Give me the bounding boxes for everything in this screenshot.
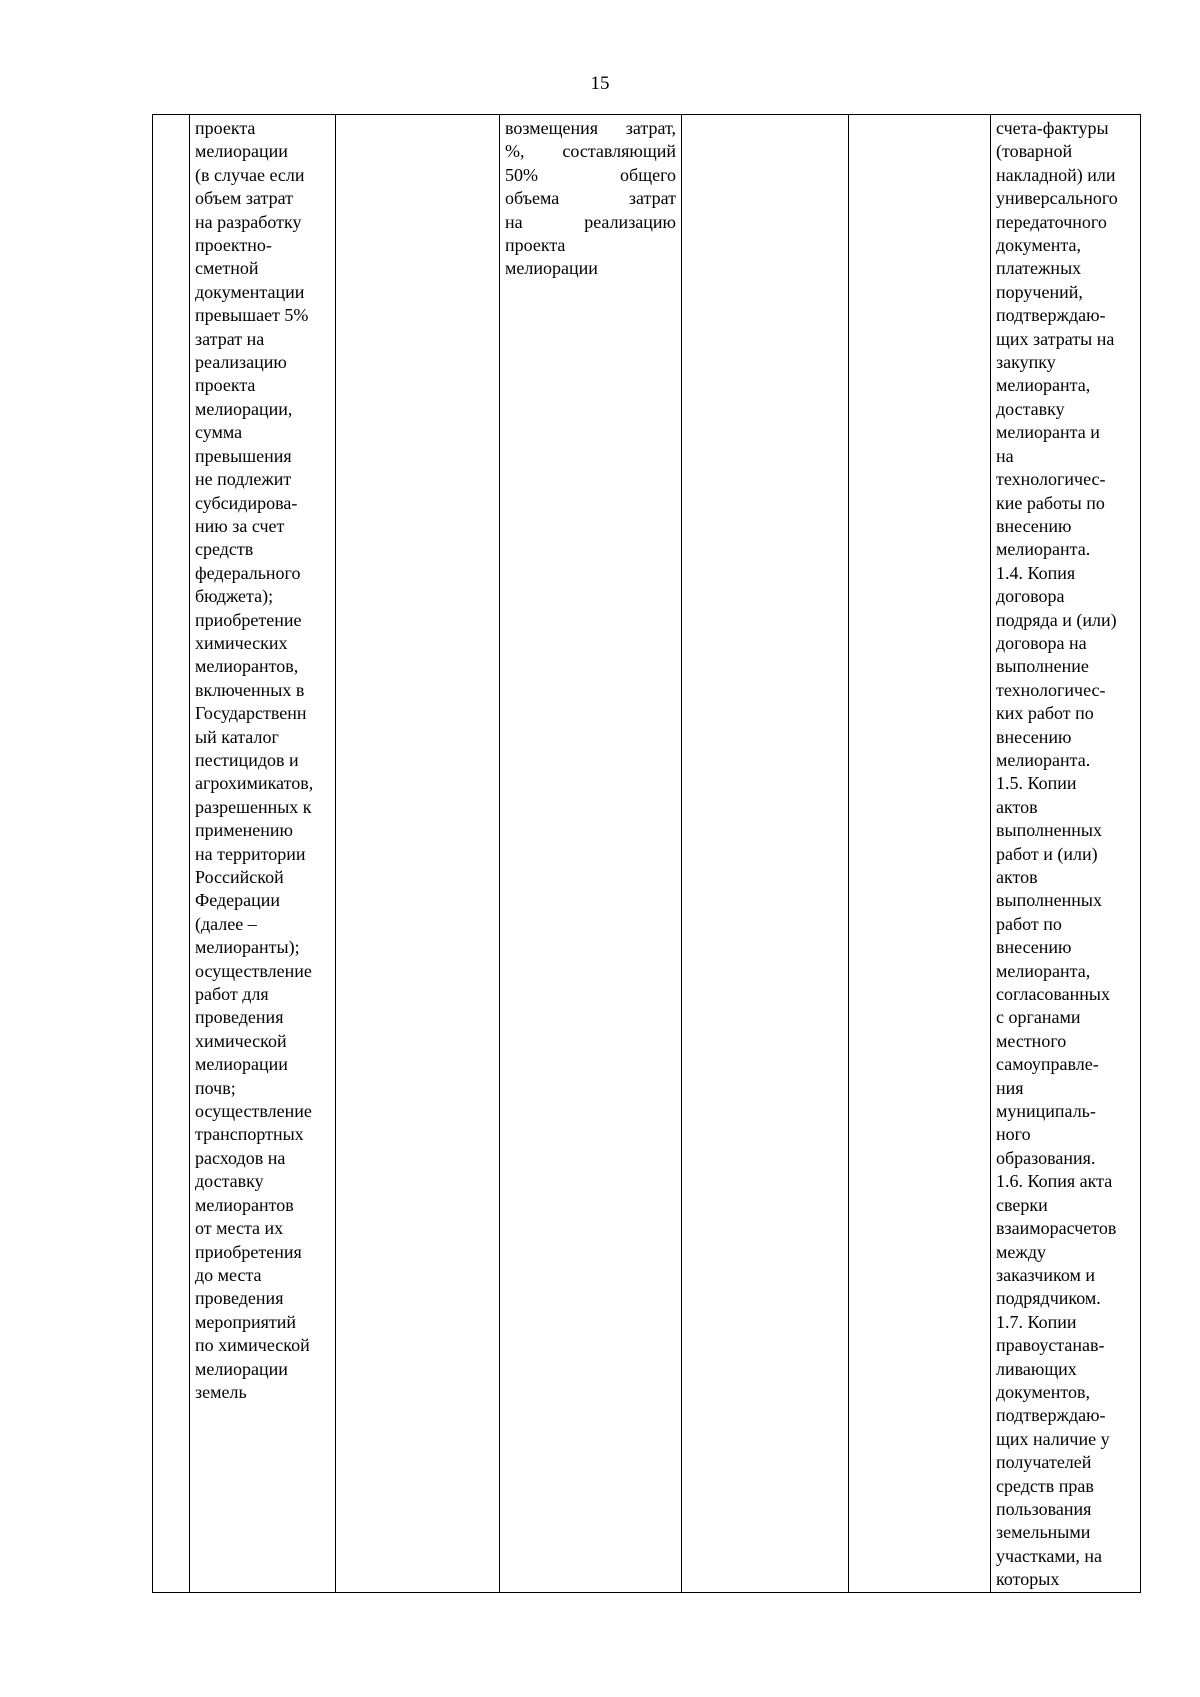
document-table (152, 114, 1141, 1593)
activity-cell (190, 115, 336, 1593)
documents-text: счета-фактуры (товарной накладной) или универсального передаточного документа, платежных поручений, подтверждаю- щих затраты на закупку мелиоранта, доставку мелиоранта и на технологичес- кие работы по внесению мелиоранта. 1.4. Копия договора подряда и (или) договора на выполнение технологичес- ких работ по внесению мелиоранта. 1.5. Копии актов выполненных работ и (или) актов выполненных работ по внесению мелиоранта, согласованных с органами местного самоуправле- ния муниципаль- ного образования. 1.6. Копия акта сверки взаиморасчетов между заказчиком и подрядчиком. 1.7. Копии правоустанав- ливающих документов, подтверждаю- щих наличие у получателей средств прав пользования земельными участками, на которых (996, 118, 1118, 1590)
rate-line: объема затрат (505, 188, 676, 209)
empty-cell (682, 115, 849, 1593)
rate-line: возмещения затрат, (505, 118, 676, 138)
empty-cell (336, 115, 500, 1593)
rate-cell (500, 115, 682, 1593)
rate-line: %, составляющий (505, 141, 676, 162)
rate-line: на реализацию (505, 211, 676, 232)
table-row (153, 115, 1141, 1593)
page-number: 15 (590, 73, 610, 94)
empty-cell (849, 115, 991, 1593)
rate-line: проекта (505, 235, 566, 256)
documents-cell (991, 115, 1141, 1593)
rate-line: 50% общего (505, 164, 676, 185)
number-cell (153, 115, 190, 1593)
activity-text: проекта мелиорации (в случае если объем затрат на разработку проектно- сметной документации превышает 5% затрат на реализацию проекта мелиорации, сумма превышения не подлежит субсидирова- нию за счет средств федерального бюджета); приобретение химических мелиорантов, включенных в Государственн ый каталог пестицидов и агрохимикатов, разрешенных к применению на территории Российской Федерации (далее – мелиоранты); осуществление работ для проведения химической мелиорации почв; осуществление транспортных расходов на доставку мелиорантов от места их приобретения до места проведения мероприятий по химической мелиорации земель (195, 118, 314, 1402)
rate-line: мелиорации (505, 258, 598, 279)
